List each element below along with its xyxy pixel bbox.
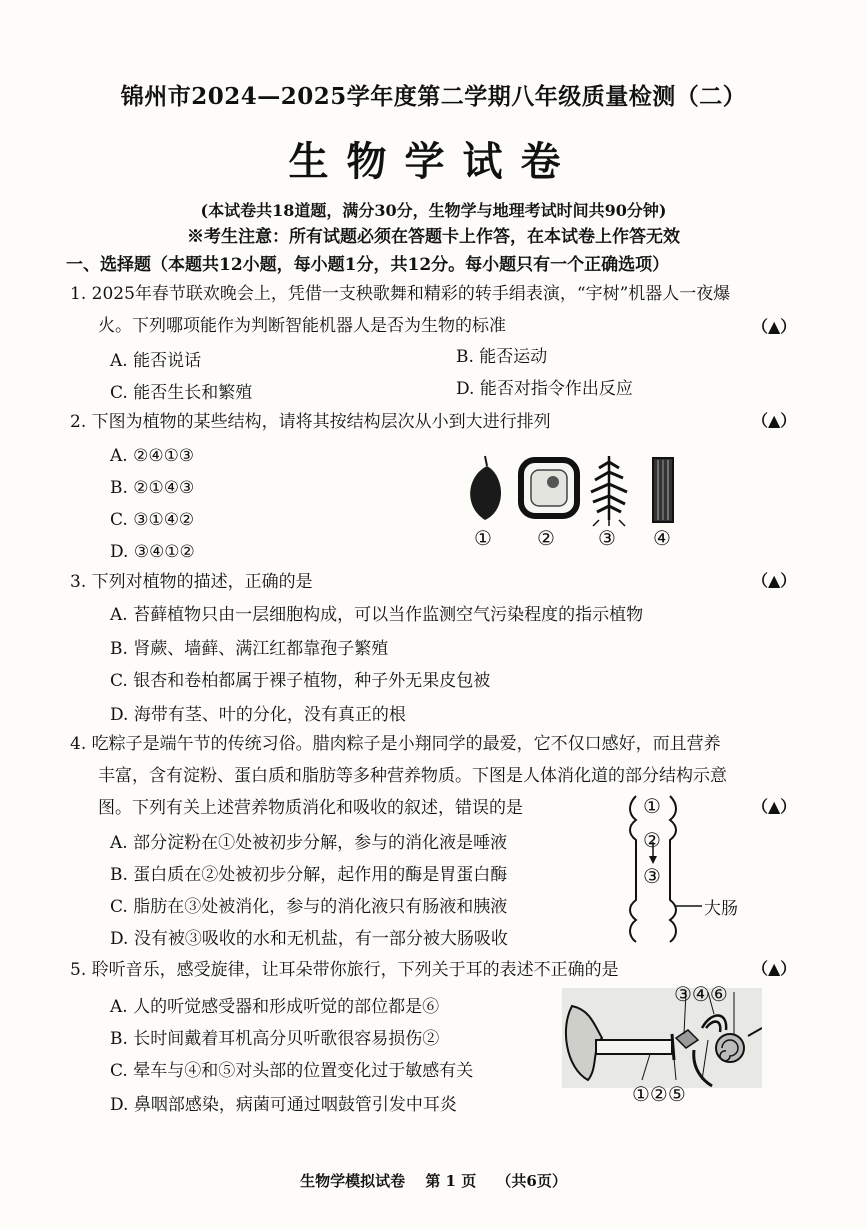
page-footer: 生物学模拟试卷 第 1 页 （共6页） bbox=[300, 1172, 567, 1190]
answer-mark: （▲） bbox=[752, 959, 797, 978]
question-5-stem: 5. 聆听音乐，感受旋律，让耳朵带你旅行，下列关于耳的表述不正确的是 bbox=[70, 960, 619, 980]
question-1-stem-line2: 火。下列哪项能作为判断智能机器人是否为生物的标准 bbox=[98, 316, 506, 336]
candidate-notice: ※考生注意：所有试题必须在答题卡上作答，在本试卷上作答无效 bbox=[187, 227, 680, 247]
figure-label: ① bbox=[474, 526, 492, 550]
option-a: A. 部分淀粉在①处被初步分解，参与的消化液是唾液 bbox=[110, 833, 508, 853]
diagram-label-2: ② bbox=[643, 828, 661, 852]
option-d: D. ③④①② bbox=[110, 542, 195, 562]
tissue-icon bbox=[653, 458, 673, 522]
question-2-stem: 2. 下图为植物的某些结构，请将其按结构层次从小到大进行排列 bbox=[70, 412, 551, 432]
option-c: C. 能否生长和繁殖 bbox=[110, 383, 253, 403]
figure-label: ③ bbox=[598, 526, 616, 550]
question-1-stem-line1: 1. 2025年春节联欢晚会上，凭借一支秧歌舞和精彩的转手绢表演，“宇树”机器人一夜爆 bbox=[70, 284, 731, 304]
question-4-stem-line2: 丰富，含有淀粉、蛋白质和脂肪等多种营养物质。下图是人体消化道的部分结构示意 bbox=[98, 766, 727, 786]
option-d: D. 能否对指令作出反应 bbox=[456, 379, 633, 399]
option-c: C. 银杏和卷柏都属于裸子植物，种子外无果皮包被 bbox=[110, 671, 491, 691]
option-a: A. 人的听觉感受器和形成听觉的部位都是⑥ bbox=[110, 997, 440, 1017]
figure-label: ④ bbox=[653, 526, 671, 550]
ear-bottom-labels: ①②⑤ bbox=[632, 1082, 686, 1106]
figure-label: ② bbox=[537, 526, 555, 550]
option-b: B. 长时间戴着耳机高分贝听歌很容易损伤② bbox=[110, 1029, 440, 1049]
diagram-label-3: ③ bbox=[643, 864, 661, 888]
section-heading: 一、选择题（本题共12小题，每小题1分，共12分。每小题只有一个正确选项） bbox=[66, 255, 670, 275]
answer-mark: （▲） bbox=[752, 571, 797, 590]
option-d: D. 海带有茎、叶的分化，没有真正的根 bbox=[110, 705, 406, 725]
answer-mark: （▲） bbox=[752, 797, 797, 816]
exam-note: (本试卷共18道题，满分30分，生物学与地理考试时间共90分钟) bbox=[200, 201, 667, 220]
option-b: B. 肾蕨、墙藓、满江红都靠孢子繁殖 bbox=[110, 639, 389, 659]
option-b: B. 蛋白质在②处被初步分解，起作用的酶是胃蛋白酶 bbox=[110, 865, 508, 885]
option-d: D. 鼻咽部感染，病菌可通过咽鼓管引发中耳炎 bbox=[110, 1095, 457, 1115]
whole-plant-icon bbox=[591, 456, 627, 526]
option-a: A. 能否说话 bbox=[110, 351, 202, 371]
answer-mark: （▲） bbox=[752, 317, 797, 336]
plant-cell-icon bbox=[521, 460, 577, 516]
option-d: D. 没有被③吸收的水和无机盐，有一部分被大肠吸收 bbox=[110, 929, 508, 949]
page-title: 生物学试卷 bbox=[288, 138, 579, 185]
option-b: B. ②①④③ bbox=[110, 478, 195, 498]
option-c: C. 脂肪在③处被消化，参与的消化液只有肠液和胰液 bbox=[110, 897, 508, 917]
answer-mark: （▲） bbox=[752, 411, 797, 430]
question-4-stem-line3: 图。下列有关上述营养物质消化和吸收的叙述，错误的是 bbox=[98, 798, 523, 818]
question-3-stem: 3. 下列对植物的描述，正确的是 bbox=[70, 572, 313, 592]
option-b: B. 能否运动 bbox=[456, 347, 548, 367]
option-c: C. 晕车与④和⑤对头部的位置变化过于敏感有关 bbox=[110, 1061, 474, 1081]
option-a: A. ②④①③ bbox=[110, 446, 195, 466]
digestive-tract-diagram bbox=[622, 790, 712, 950]
option-c: C. ③①④② bbox=[110, 510, 195, 530]
exam-header: 锦州市2024—2025学年度第二学期八年级质量检测（二） bbox=[120, 83, 747, 110]
ear-top-labels: ③④⑥ bbox=[674, 982, 728, 1006]
leaf-icon bbox=[470, 456, 501, 520]
question-4-stem-line1: 4. 吃粽子是端午节的传统习俗。腊肉粽子是小翔同学的最爱，它不仅口感好，而且营养 bbox=[70, 734, 721, 754]
diagram-label-1: ① bbox=[643, 794, 661, 818]
large-intestine-label: 大肠 bbox=[704, 899, 738, 919]
plant-structures-figure bbox=[455, 448, 700, 528]
option-a: A. 苔藓植物只由一层细胞构成，可以当作监测空气污染程度的指示植物 bbox=[110, 605, 644, 625]
ear-structure-diagram bbox=[562, 988, 762, 1088]
